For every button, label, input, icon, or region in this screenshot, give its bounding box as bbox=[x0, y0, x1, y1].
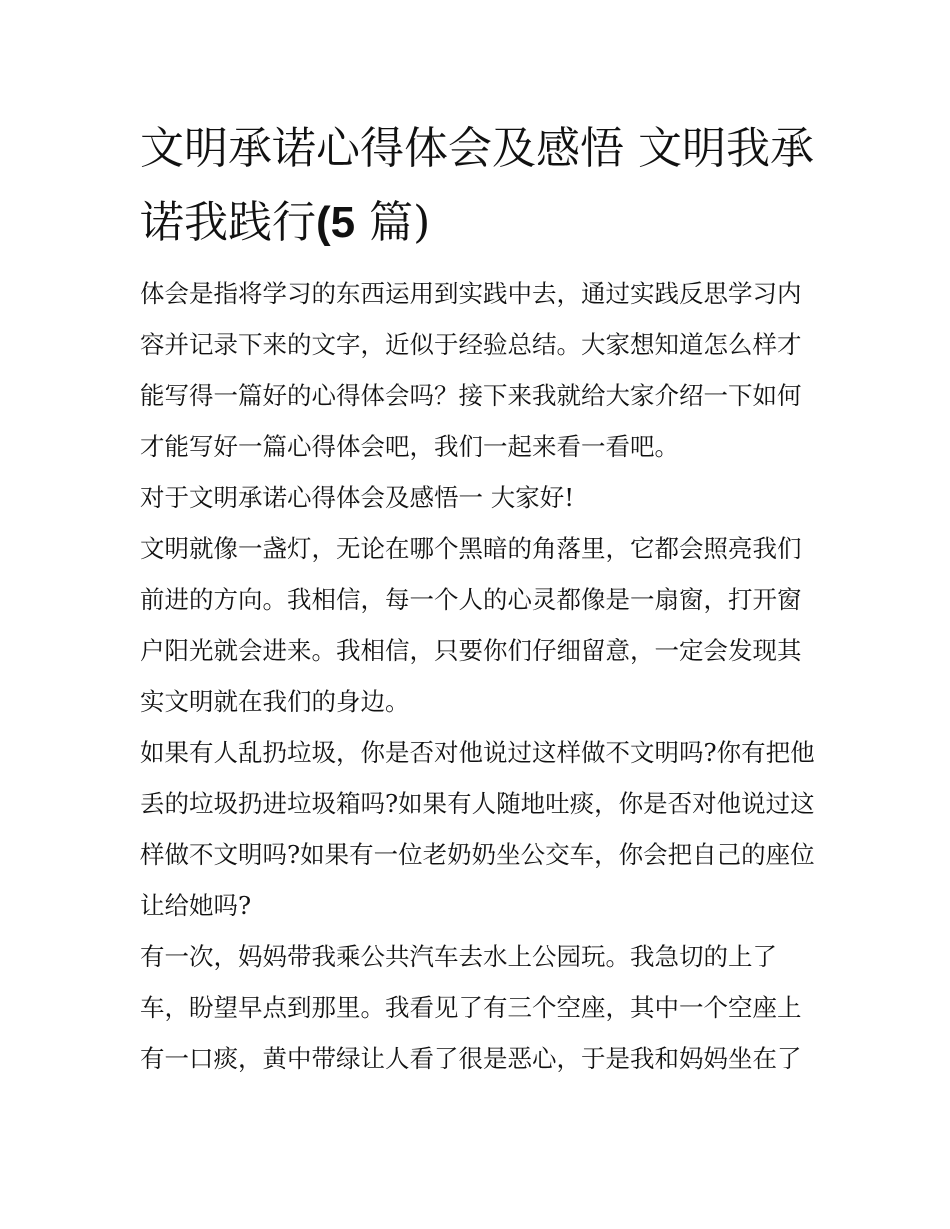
document-body bbox=[140, 112, 815, 1084]
paragraph-intro: 体会是指将学习的东西运用到实践中去，通过实践反思学习内容并记录下来的文字，近似于经验总结。大家想知道怎么样才能写得一篇好的心得体会吗？接下来我就给大家介绍一下如何才能写好一篇心得体会吧，我们一起来看一看吧。 bbox=[140, 279, 802, 461]
document-title bbox=[140, 112, 815, 260]
paragraph-lamp: 文明就像一盏灯，无论在哪个黑暗的角落里，它都会照亮我们前进的方向。我相信，每一个人的心灵都像是一扇窗，打开窗户阳光就会进来。我相信，只要你们仔细留意，一定会发现其实文明就在我们的身边。 bbox=[140, 534, 802, 716]
title-suffix: 篇) bbox=[355, 197, 431, 248]
paragraph-heading-one: 对于文明承诺心得体会及感悟一 大家好! bbox=[140, 483, 575, 512]
paragraph-bus-story: 有一次，妈妈带我乘公共汽车去水上公园玩。我急切的上了车，盼望早点到那里。我看见了有三个空座，其中一个空座上有一口痰，黄中带绿让人看了很是恶心，于是我和妈妈坐在了 bbox=[140, 942, 802, 1073]
title-text: 文明承诺心得体会及感悟 文明我承诺我践行 bbox=[140, 123, 814, 248]
paragraph-questions: 如果有人乱扔垃圾，你是否对他说过这样做不文明吗?你有把他丢的垃圾扔进垃圾箱吗?如果有人随地吐痰，你是否对他说过这样做不文明吗?如果有一位老奶奶坐公交车，你会把自己的座位让给她吗? bbox=[140, 738, 815, 920]
title-count: (5 bbox=[316, 198, 356, 247]
